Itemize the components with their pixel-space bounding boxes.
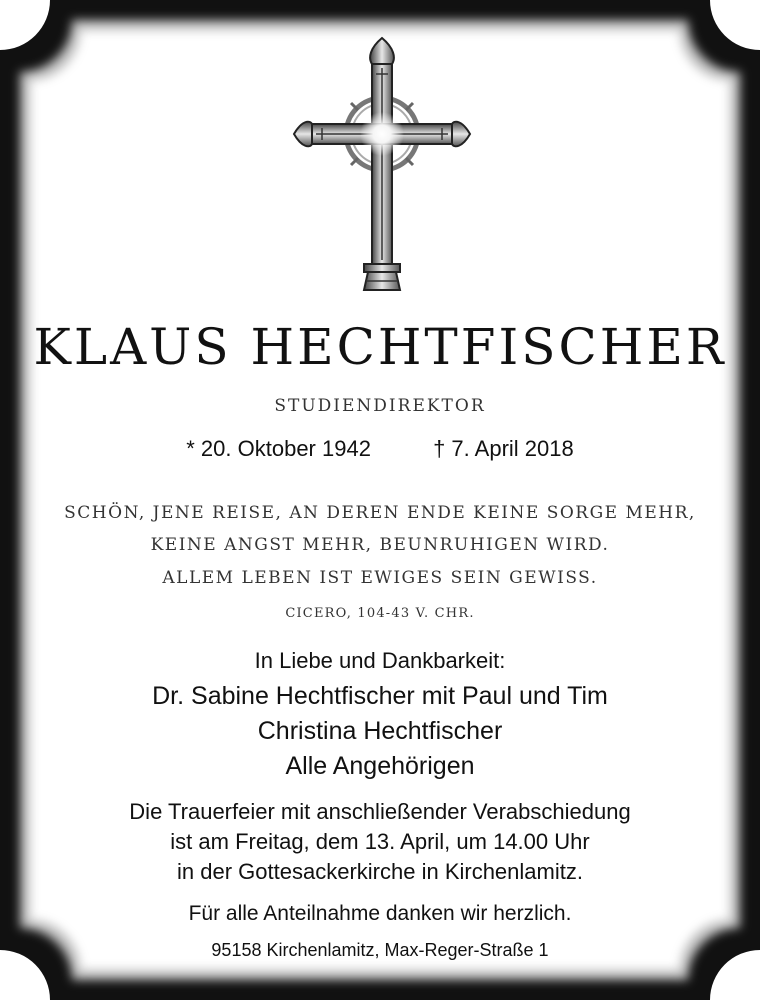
family-member: Dr. Sabine Hechtfischer mit Paul und Tim [152, 682, 608, 710]
family-member: Alle Angehörigen [285, 752, 475, 780]
quote-line: KEINE ANGST MEHR, BEUNRUHIGEN WIRD. [150, 535, 610, 555]
deceased-name: KLAUS HECHTFISCHER [33, 318, 727, 376]
death-date: † 7. April 2018 [433, 436, 574, 461]
birth-date: * 20. Oktober 1942 [186, 436, 371, 461]
quote-line: SCHÖN, JENE REISE, AN DEREN ENDE KEINE SORGE MEHR, [64, 503, 696, 523]
service-info-line: ist am Freitag, dem 13. April, um 14.00 Uhr [170, 829, 590, 854]
thanks-note: Für alle Anteilnahme danken wir herzlich. [188, 902, 572, 925]
quote-line: ALLEM LEBEN IST EWIGES SEIN GEWISS. [162, 568, 598, 588]
deceased-title: STUDIENDIREKTOR [274, 396, 486, 416]
service-info-line: Die Trauerfeier mit anschließender Verabschiedung [129, 799, 631, 824]
life-dates [0, 436, 760, 462]
quote-source: CICERO, 104-43 V. CHR. [285, 606, 475, 621]
service-info-line: in der Gottesackerkirche in Kirchenlamitz. [177, 859, 583, 884]
family-intro: In Liebe und Dankbarkeit: [254, 648, 506, 673]
family-address: 95158 Kirchenlamitz, Max-Reger-Straße 1 [211, 940, 549, 960]
family-member: Christina Hechtfischer [257, 717, 503, 745]
ornamental-cross-icon [290, 34, 474, 296]
